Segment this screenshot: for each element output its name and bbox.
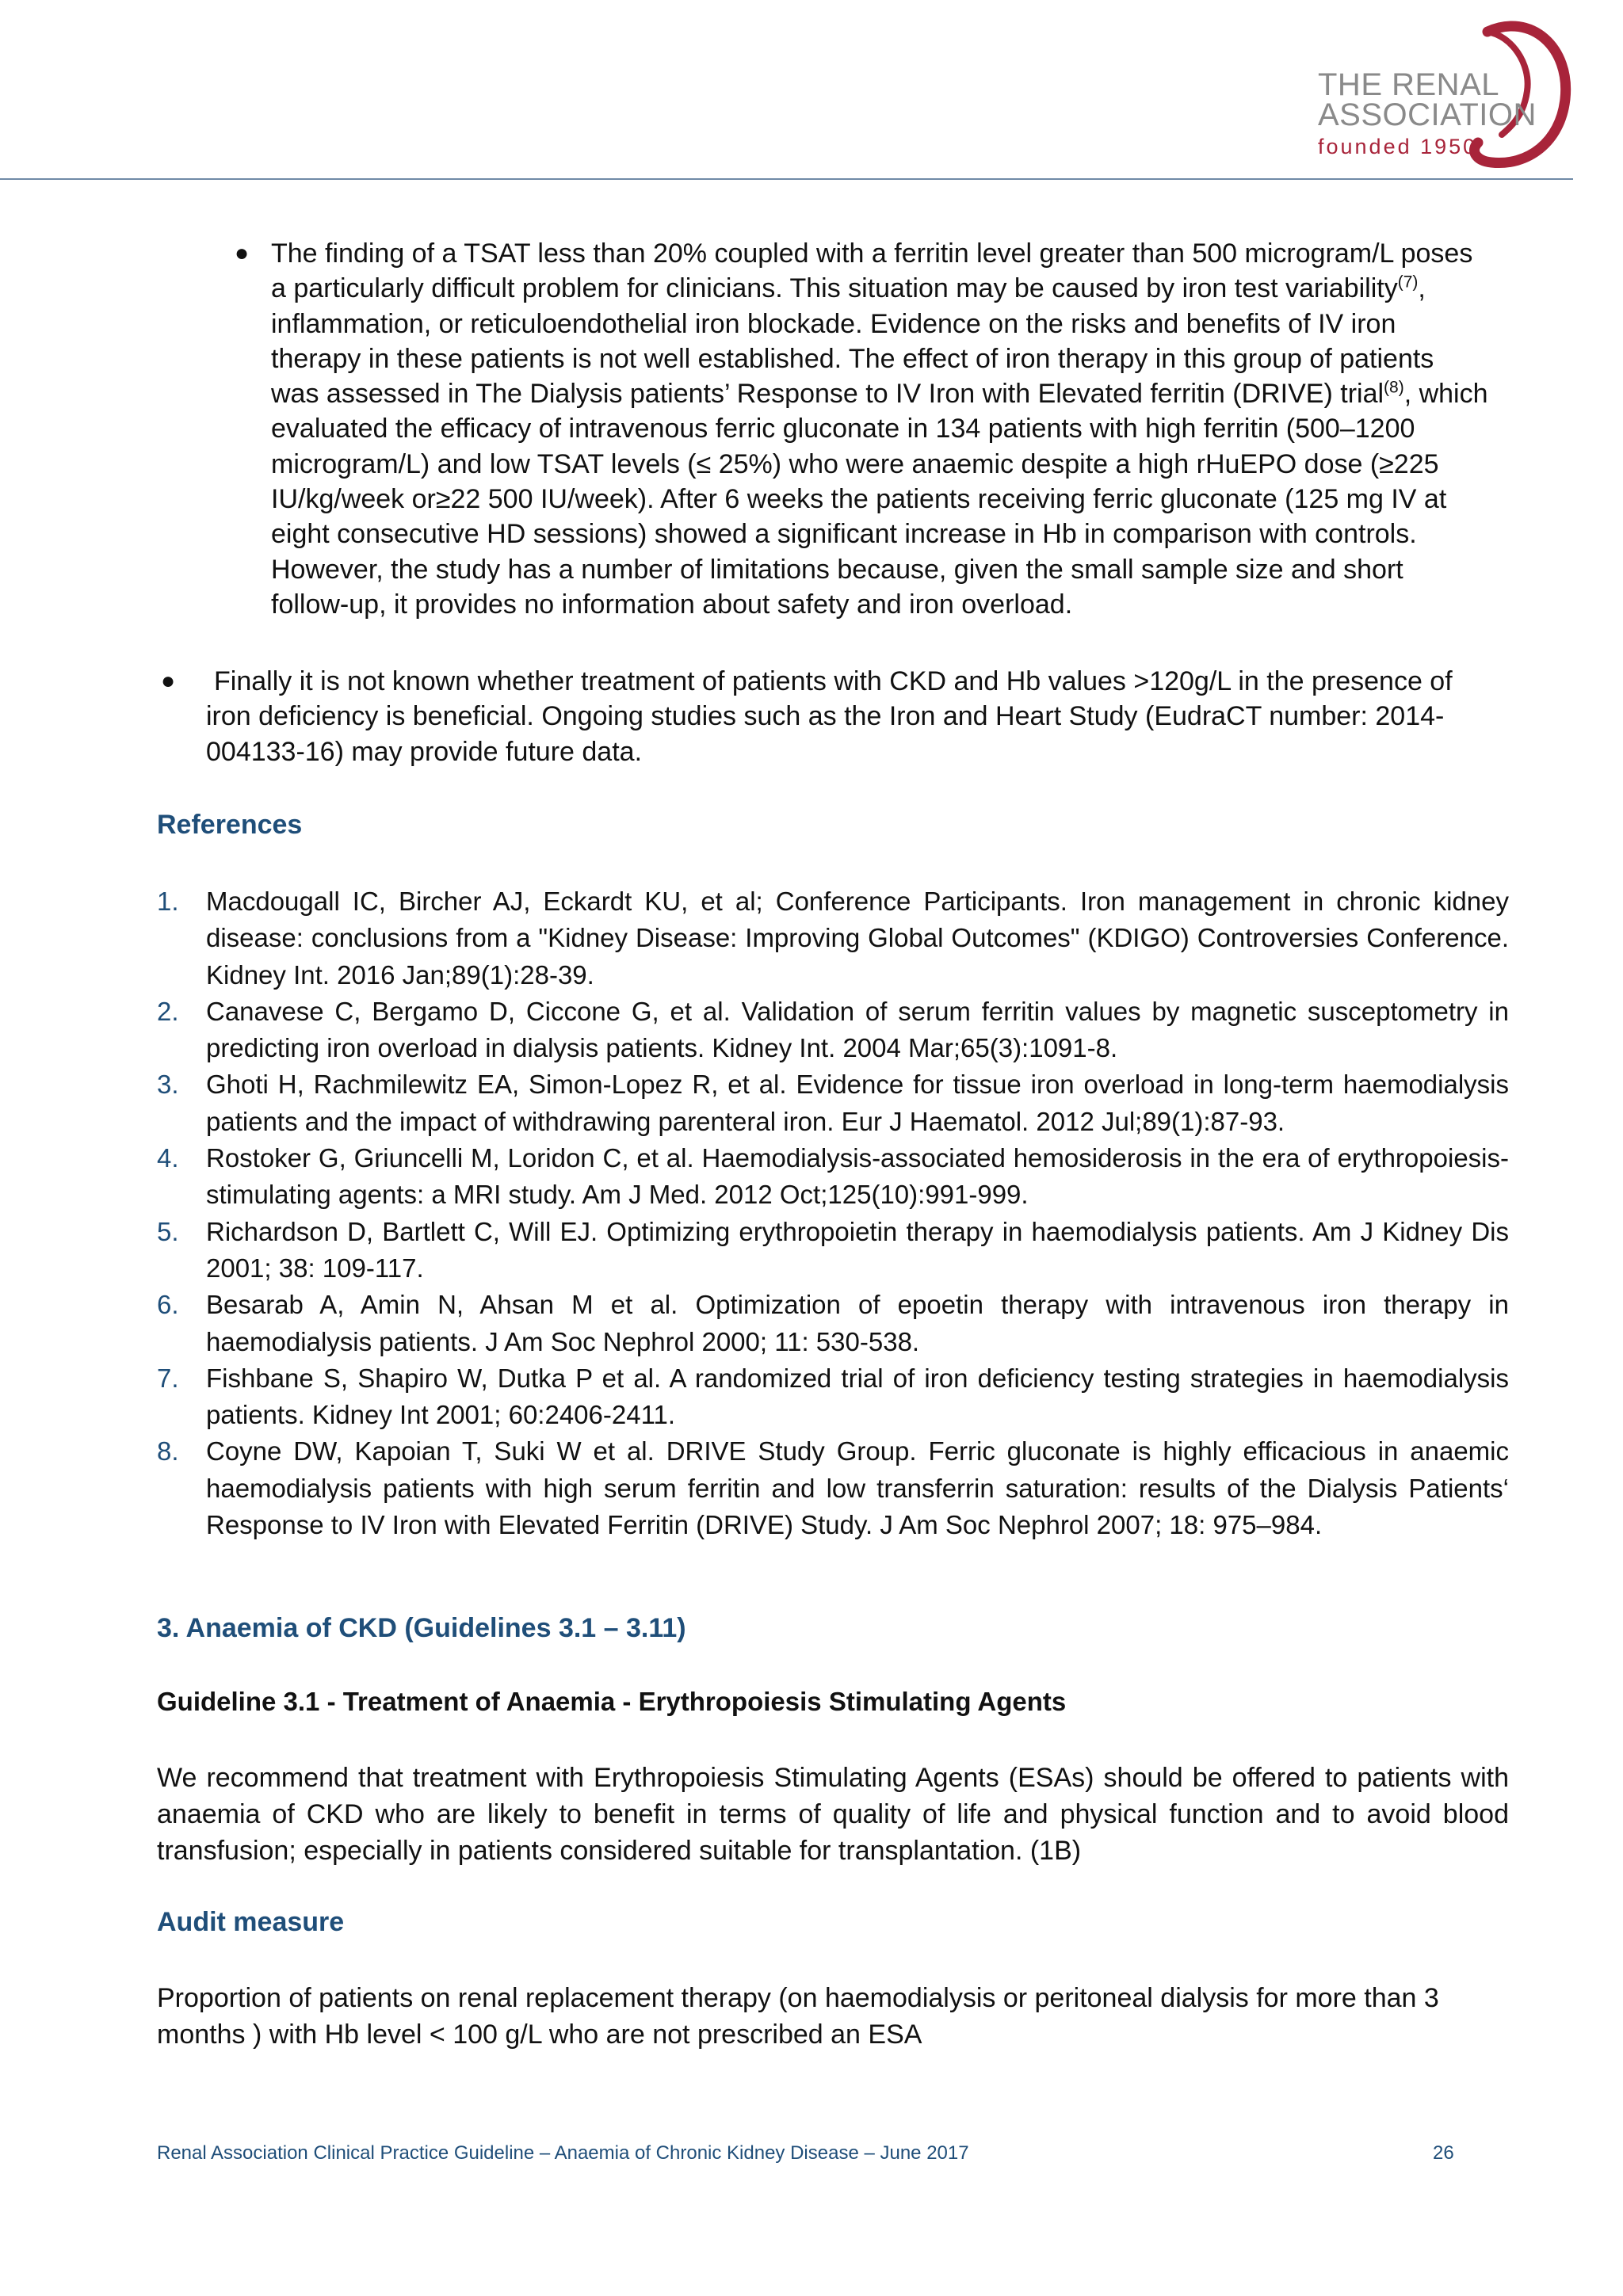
guideline-recommendation: We recommend that treatment with Erythropoiesis Stimulating Agents (ESAs) should be offered to patients with anaemia of CKD who are likely to benefit in terms of quality of life and physical function and to avoid blood transfusion; especially in patients considered suitable for transplantation. (1B): [157, 1763, 1509, 1866]
reference-item: [157, 1433, 1509, 1543]
bullet-icon: ●: [161, 668, 176, 694]
header-divider: [0, 178, 1573, 180]
footer-title: Renal Association Clinical Practice Guideline – Anaemia of Chronic Kidney Disease – June 2017: [157, 2142, 969, 2164]
reference-text: Richardson D, Bartlett C, Will EJ. Optimizing erythropoietin therapy in haemodialysis patients. Am J Kidney Dis 2001; 38: 109-117.: [206, 1216, 1509, 1283]
logo-text-founded: founded 1950: [1318, 135, 1478, 158]
reference-number: 4.: [157, 1143, 179, 1173]
text-line: IU/kg/week or≥22 500 IU/week). After 6 weeks the patients receiving ferric gluconate (125 mg IV at: [271, 484, 1447, 515]
text-line: therapy in these patients is not well established. The effect of iron therapy in this group of patients: [271, 343, 1434, 374]
reference-number: 7.: [157, 1363, 179, 1393]
text-line: microgram/L) and low TSAT levels (≤ 25%) who were anaemic despite a high rHuEPO dose (≥225: [271, 448, 1439, 479]
reference-item: [157, 1360, 1509, 1434]
bullet-tsat-ferritin: [271, 236, 1509, 622]
guideline-title: Guideline 3.1 - Treatment of Anaemia - Erythropoiesis Stimulating Agents: [157, 1687, 1067, 1716]
text-line: months ) with Hb level < 100 g/L who are not prescribed an ESA: [157, 2019, 922, 2050]
text-line: follow-up, it provides no information about safety and iron overload.: [271, 589, 1073, 620]
reference-text: Coyne DW, Kapoian T, Suki W et al. DRIVE Study Group. Ferric gluconate is highly efficacious in anaemic haemodialysis patients with high serum ferritin and low transferrin saturation: results of the Dialysis Patients‘ Response to IV Iron with Elevated Ferritin (DRIVE) Study. J Am Soc Nephrol 2007; 18: 975–984.: [206, 1436, 1509, 1540]
reference-number: 6.: [157, 1290, 179, 1320]
logo-text-the-renal: THE RENAL: [1318, 67, 1499, 102]
text-line: However, the study has a number of limitations because, given the small sample size and short: [271, 554, 1403, 585]
logo-text-association: ASSOCIATION: [1318, 97, 1537, 132]
references-list: [157, 883, 1509, 1543]
reference-text: Besarab A, Amin N, Ahsan M et al. Optimization of epoetin therapy with intravenous iron therapy in haemodialysis patients. J Am Soc Nephrol 2000; 11: 530-538.: [206, 1290, 1509, 1356]
references-heading: References: [157, 810, 303, 840]
audit-heading: Audit measure: [157, 1907, 345, 1937]
text-line: iron deficiency is beneficial. Ongoing studies such as the Iron and Heart Study (EudraCT number: 2014-: [206, 701, 1445, 732]
text-line: was assessed in The Dialysis patients’ Response to IV Iron with Elevated ferritin (DRIVE) trial$^{(8)}$, which: [271, 378, 1488, 410]
reference-item: [157, 994, 1509, 1067]
text-line: eight consecutive HD sessions) showed a significant increase in Hb in comparison with controls.: [271, 519, 1417, 550]
reference-text: Canavese C, Bergamo D, Ciccone G, et al. Validation of serum ferritin values by magnetic susceptometry in predicting iron overload in dialysis patients. Kidney Int. 2004 Mar;65(3):1091-8.: [206, 996, 1509, 1063]
text-line: evaluated the efficacy of intravenous ferric gluconate in 134 patients with high ferritin (500–1200: [271, 414, 1415, 444]
reference-number: 5.: [157, 1216, 179, 1246]
reference-text: Fishbane S, Shapiro W, Dutka P et al. A randomized trial of iron deficiency testing strategies in haemodialysis patients. Kidney Int 2001; 60:2406-2411.: [206, 1363, 1509, 1430]
reference-item: [157, 883, 1509, 994]
citation-7: (7): [1397, 273, 1419, 292]
section-heading: 3. Anaemia of CKD (Guidelines 3.1 – 3.11): [157, 1613, 686, 1643]
text-line: The finding of a TSAT less than 20% coupled with a ferritin level greater than 500 microgram/L poses: [271, 238, 1473, 269]
reference-item: [157, 1140, 1509, 1214]
reference-item: [157, 1287, 1509, 1360]
reference-number: 3.: [157, 1070, 179, 1100]
reference-text: Macdougall IC, Bircher AJ, Eckardt KU, et al; Conference Participants. Iron management in chronic kidney disease: conclusions from a "Kidney Disease: Improving Global Outcomes" (KDIGO) Controversies Conference. Kidney Int. 2016 Jan;89(1):28-39.: [206, 887, 1509, 990]
citation-8: (8): [1384, 378, 1404, 397]
reference-item: [157, 1066, 1509, 1140]
bullet-icon: ●: [235, 240, 250, 266]
renal-association-logo: [1312, 16, 1581, 174]
text-line: inflammation, or reticuloendothelial iron blockade. Evidence on the risks and benefits of IV iron: [271, 308, 1396, 339]
reference-number: 2.: [157, 996, 179, 1026]
page-number: 26: [1433, 2142, 1454, 2164]
text-line: 004133-16) may provide future data.: [206, 736, 643, 767]
reference-number: 8.: [157, 1436, 179, 1466]
audit-measure-text: [157, 1980, 1509, 2053]
reference-item: [157, 1214, 1509, 1287]
reference-number: 1.: [157, 887, 179, 916]
text-line: Proportion of patients on renal replacement therapy (on haemodialysis or peritoneal dialysis for more than 3: [157, 1983, 1439, 2013]
bullet-hb-over-120: [206, 664, 1509, 769]
text-line: Finally it is not known whether treatment of patients with CKD and Hb values >120g/L in the presence of: [214, 666, 1453, 696]
text-line: a particularly difficult problem for clinicians. This situation may be caused by iron test variability$^{(7)}$,: [271, 273, 1426, 304]
reference-text: Ghoti H, Rachmilewitz EA, Simon-Lopez R, et al. Evidence for tissue iron overload in long-term haemodialysis patients and the impact of withdrawing parenteral iron. Eur J Haematol. 2012 Jul;89(1):87-93.: [206, 1070, 1509, 1136]
reference-text: Rostoker G, Griuncelli M, Loridon C, et al. Haemodialysis-associated hemosiderosis in the era of erythropoiesis-stimulating agents: a MRI study. Am J Med. 2012 Oct;125(10):991-999.: [206, 1143, 1509, 1210]
